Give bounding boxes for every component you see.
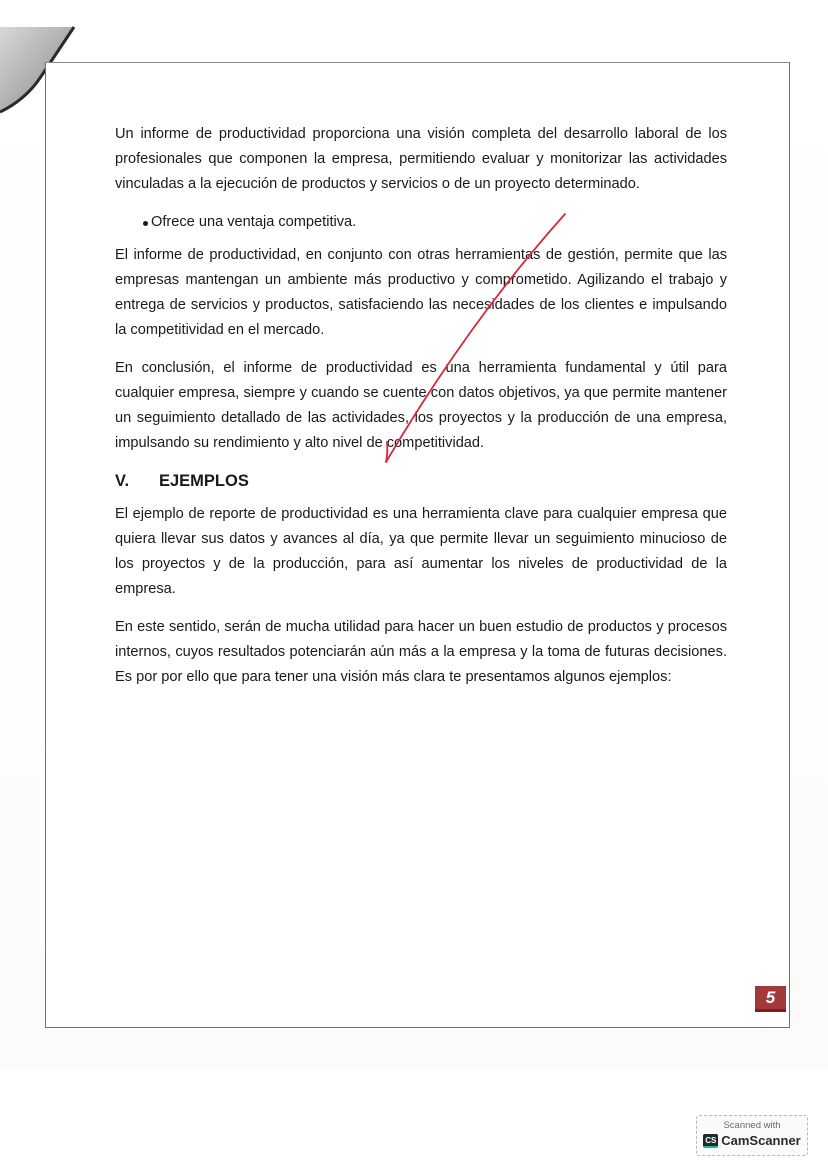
paragraph-conclusion: En conclusión, el informe de productividad es una herramienta fundamental y útil para cualquier empresa, siempre y cuando se cuente con datos objetivos, ya que permite mantener un seguimiento detallado de las actividades, los proyectos y la producción de una empresa, impulsando su rendimiento y alto nivel de competitividad. — [115, 360, 727, 451]
paragraph-intro: Un informe de productividad proporciona una visión completa del desarrollo laboral de los profesionales que componen la empresa, permitiendo evaluar y monitorizar las actividades vinculadas a la ejecución de productos y servicios o de un proyecto determinado. — [115, 126, 727, 192]
section-number: V. — [115, 472, 130, 490]
paragraph-example-detail: En este sentido, serán de mucha utilidad para hacer un buen estudio de productos y procesos internos, cuyos resultados potenciarán aún más a la empresa y la toma de futuras decisiones. Es por por ello que para tener una visión más clara te presentamos algunos ejemplos: — [115, 619, 727, 685]
camscanner-logo-icon: CS — [703, 1134, 718, 1148]
camscanner-watermark — [696, 1115, 808, 1156]
watermark-brand — [697, 1133, 807, 1149]
bullet-text: Ofrece una ventaja competitiva. — [151, 214, 357, 230]
watermark-brand-name: CamScanner — [721, 1133, 801, 1148]
watermark-caption: Scanned with — [723, 1120, 781, 1131]
bullet-icon — [143, 221, 148, 226]
section-title: EJEMPLOS — [159, 472, 249, 490]
paragraph-example-intro: El ejemplo de reporte de productividad es una herramienta clave para cualquier empresa que quiera llevar sus datos y avances al día, ya que permite llevar un seguimiento minucioso de los proyectos y de la producción, para así aumentar los niveles de productividad de la empresa. — [115, 506, 727, 597]
bullet-list — [115, 210, 727, 235]
page-number-badge: 5 — [755, 986, 786, 1012]
document-body — [115, 122, 727, 703]
bullet-item — [115, 210, 727, 235]
paragraph-tools: El informe de productividad, en conjunto con otras herramientas de gestión, permite que las empresas mantengan un ambiente más productivo y comprometido. Agilizando el trabajo y entrega de servicios y productos, satisfaciendo las necesidades de los clientes e impulsando la competitividad en el mercado. — [115, 247, 727, 338]
section-heading — [115, 469, 727, 493]
